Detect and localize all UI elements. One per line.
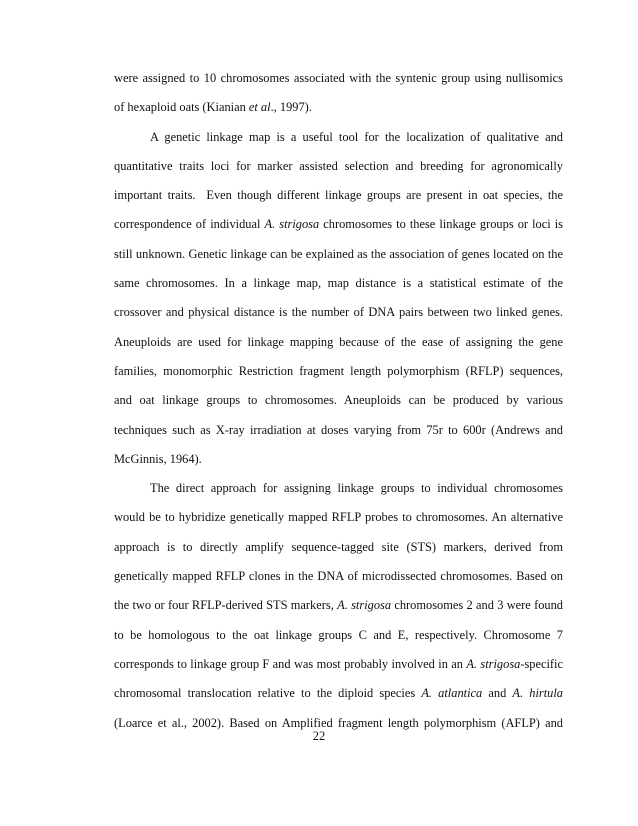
italic-text: A. strigosa [466,656,521,671]
text-run: McGinnis, 1964). [114,451,202,466]
text-run: correspondence of individual [114,217,265,232]
text-run: same chromosomes. In a linkage map, map distance is a statistical estimate of the [114,276,563,291]
text-run: of hexaploid oats (Kianian [114,100,249,115]
text-run: Aneuploids are used for linkage mapping because of the ease of assigning the gene [114,334,563,349]
text-line [114,416,563,445]
text-line [114,210,563,239]
text-line [114,328,563,357]
text-line [114,298,563,327]
text-run: (Loarce et al., 2002). Based on Amplified fragment length polymorphism (AFLP) and [114,715,563,730]
text-run: were assigned to 10 chromosomes associated with the syntenic group using nullisomics [114,71,563,85]
text-run: the two or four RFLP-derived STS markers, [114,598,338,613]
text-line [114,474,563,503]
text-run: families, monomorphic Restriction fragment length polymorphism (RFLP) sequences, [114,363,563,378]
text-run: corresponds to linkage group F and was most probably involved in an [114,656,467,671]
text-line [114,93,563,122]
page-number: 22 [312,729,326,743]
text-run: The direct approach for assigning linkage groups to individual chromosomes [150,481,563,496]
text-line [114,357,563,386]
italic-text: A. atlantica [421,686,483,701]
text-line [114,591,563,620]
italic-text: A. strigosa [337,598,392,613]
text-run: ., 1997). [270,100,312,115]
text-run: and oat linkage groups to chromosomes. Aneuploids can be produced by various [114,393,563,408]
text-run: chromosomal translocation relative to the diploid species [114,686,422,701]
text-run: approach is to directly amplify sequence-tagged site (STS) markers, derived from [114,539,563,554]
text-line [114,679,563,708]
text-line [114,503,563,532]
text-line [114,123,563,152]
text-run: still unknown. Genetic linkage can be explained as the association of genes located on the [114,246,563,261]
text-line [114,240,563,269]
text-run: A genetic linkage map is a useful tool for the localization of qualitative and [150,129,563,144]
text-line [114,621,563,650]
text-run: techniques such as X-ray irradiation at doses varying from 75r to 600r (Andrews and [114,422,563,437]
text-run: -specific [520,656,563,671]
italic-text: A. strigosa [264,217,320,232]
text-run: and [482,686,513,701]
text-line [114,64,563,93]
text-line [114,562,563,591]
text-run: important traits. Even though different linkage groups are present in oat species, the [114,188,563,203]
italic-text: A. hirtula [512,686,563,701]
body-text [114,64,563,738]
text-run: to be homologous to the oat linkage groups C and E, respectively. Chromosome 7 [114,627,563,642]
text-line [114,181,563,210]
text-run: would be to hybridize genetically mapped RFLP probes to chromosomes. An alternative [114,510,563,525]
text-run: chromosomes 2 and 3 were found [391,598,563,613]
text-line [114,533,563,562]
text-line [114,386,563,415]
text-run: chromosomes to these linkage groups or loci is [319,217,563,232]
text-line [114,152,563,181]
text-line [114,650,563,679]
text-run: quantitative traits loci for marker assisted selection and breeding for agronomically [114,158,563,173]
text-line [114,269,563,298]
text-line [114,445,563,474]
text-run: crossover and physical distance is the number of DNA pairs between two linked genes. [114,305,563,320]
italic-text: et al [248,100,271,115]
text-run: genetically mapped RFLP clones in the DNA of microdissected chromosomes. Based on [114,569,563,584]
